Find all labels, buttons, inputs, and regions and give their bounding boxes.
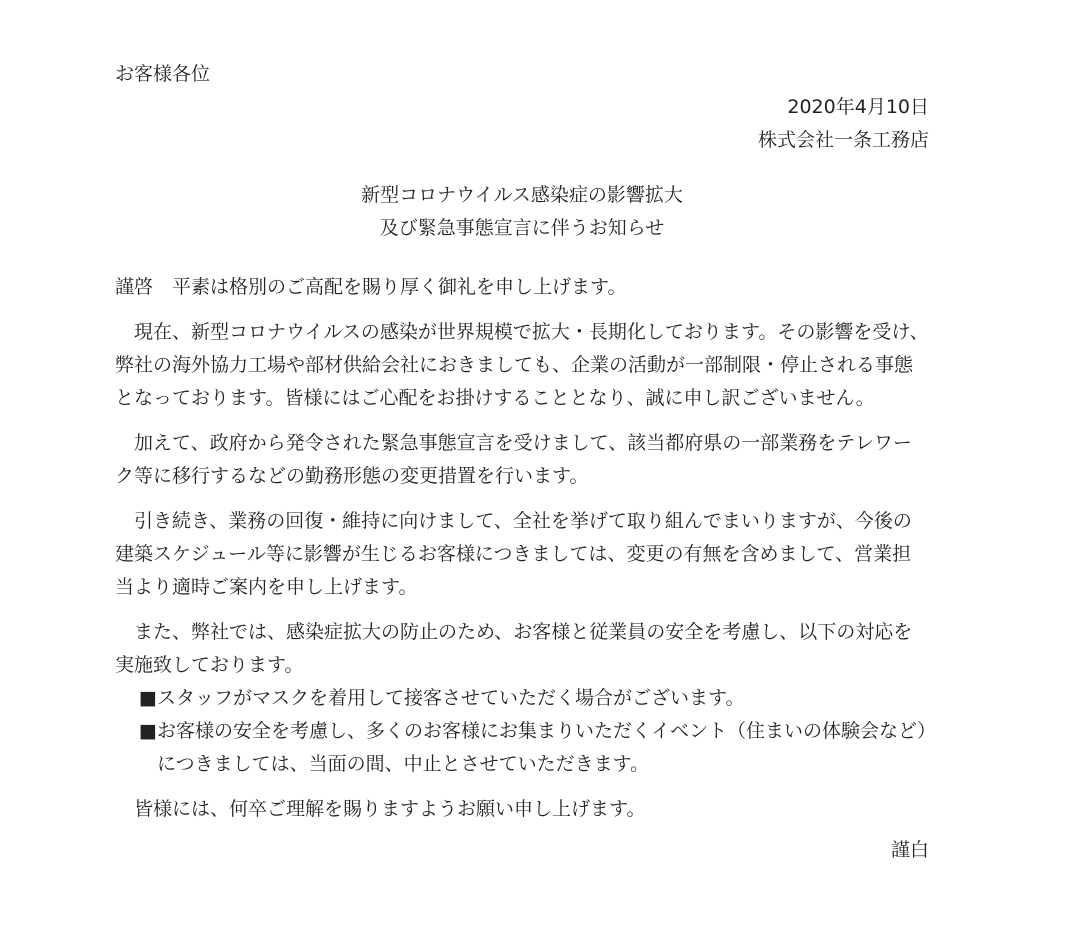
notice-document [115,58,929,867]
list-item [139,715,929,781]
list-item [139,682,929,715]
bullet-square-icon: ■ [139,687,157,709]
list-item-text: スタッフがマスクを着用して接客させていただく場合がございます。 [157,687,745,709]
measures-list [115,682,929,781]
notice-date: 2020年4月10日 [787,96,929,118]
paragraph-measures: また、弊社では、感染症拡大の防止のため、お客様と従業員の安全を考慮し、以下の対応を実施致しております。 [115,621,913,676]
opening-greeting: 謹啓 平素は格別のご高配を賜り厚く御礼を申し上げます。 [115,276,627,298]
title-line-2: 及び緊急事態宣言に伴うお知らせ [379,217,665,239]
company-name: 株式会社一条工務店 [757,129,929,151]
bullet-square-icon: ■ [139,720,157,742]
paragraph-situation: 現在、新型コロナウイルスの感染が世界規模で拡大・長期化しております。その影響を受け、弊社の海外協力工場や部材供給会社におきましても、企業の活動が一部制限・停止される事態となっております。皆様にはご心配をお掛けすることとなり、誠に申し訳ございません。 [115,321,929,409]
notice-title [115,179,929,245]
recipient: お客様各位 [115,63,211,85]
closing-paragraph: 皆様には、何卒ご理解を賜りますようお願い申し上げます。 [134,798,646,820]
paragraph-schedule: 引き続き、業務の回復・維持に向けまして、全社を挙げて取り組んでまいりますが、今後の建築スケジュール等に影響が生じるお客様につきましては、変更の有無を含めまして、営業担当より適時ご案内を申し上げます。 [115,510,912,598]
list-item-text: お客様の安全を考慮し、多くのお客様にお集まりいただくイベント（住まいの体験会など）につきましては、当面の間、中止とさせていただきます。 [157,720,927,775]
paragraph-telework: 加えて、政府から発令された緊急事態宣言を受けまして、該当都府県の一部業務をテレワーク等に移行するなどの勤務形態の変更措置を行います。 [115,432,912,487]
closing-sign: 謹白 [890,839,929,861]
title-line-1: 新型コロナウイルス感染症の影響拡大 [361,184,683,206]
